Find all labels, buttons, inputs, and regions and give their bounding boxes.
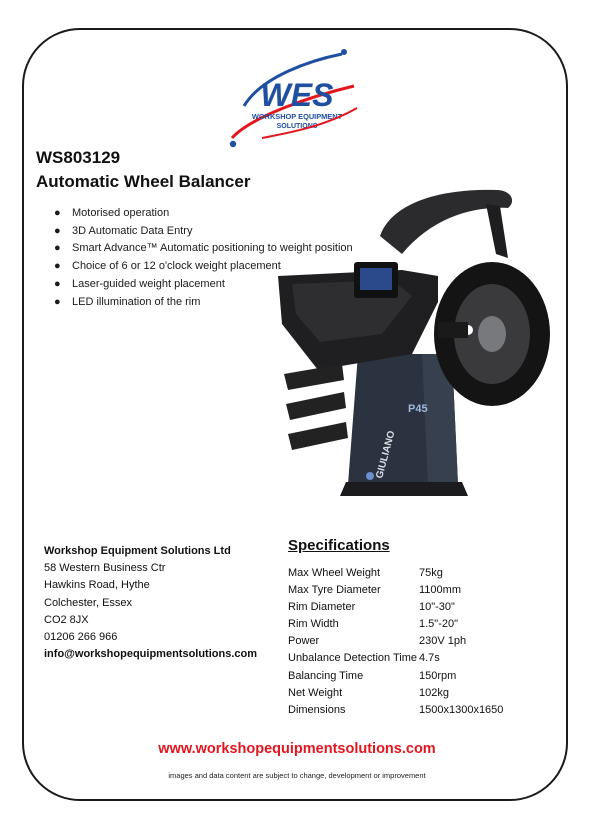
spec-label: Rim Diameter bbox=[288, 601, 356, 614]
spec-row bbox=[288, 582, 503, 599]
wes-logo bbox=[222, 46, 372, 154]
feature-item: ● Laser-guided weight placement bbox=[52, 276, 353, 294]
spec-row bbox=[288, 668, 503, 685]
spec-label: Unbalance Detection Time bbox=[288, 652, 418, 665]
contact-block bbox=[44, 543, 257, 663]
bullet-icon: ● bbox=[54, 277, 61, 290]
address-line: Hawkins Road, Hythe bbox=[44, 579, 150, 592]
specifications-heading: Specifications bbox=[288, 537, 390, 554]
bullet-icon: ● bbox=[54, 242, 61, 255]
spec-label: Power bbox=[288, 635, 320, 648]
email-address: info@workshopequipmentsolutions.com bbox=[44, 648, 258, 661]
machine-badge: P45 bbox=[408, 403, 428, 415]
spec-label: Net Weight bbox=[288, 686, 343, 699]
spec-row bbox=[288, 633, 503, 650]
spec-label: Rim Width bbox=[288, 618, 339, 631]
bullet-icon: ● bbox=[54, 224, 61, 237]
spec-row bbox=[288, 616, 503, 633]
spec-value: 102kg bbox=[419, 686, 449, 699]
spec-value: 230V 1ph bbox=[419, 635, 467, 648]
feature-item: ● 3D Automatic Data Entry bbox=[52, 223, 353, 241]
wheel-balancer-image bbox=[262, 184, 562, 500]
spec-label: Balancing Time bbox=[288, 669, 364, 682]
product-code: WS803129 bbox=[36, 148, 121, 167]
spec-label: Dimensions bbox=[288, 703, 346, 716]
spec-row bbox=[288, 650, 503, 667]
spec-value: 1500x1300x1650 bbox=[419, 703, 504, 716]
spec-value: 75kg bbox=[419, 567, 443, 579]
address-line: Colchester, Essex bbox=[44, 596, 133, 609]
logo-line1: WORKSHOP EQUIPMENT bbox=[251, 112, 343, 121]
spec-label: Max Tyre Diameter bbox=[288, 584, 381, 597]
bullet-icon: ● bbox=[54, 207, 61, 219]
logo-line2: SOLUTIONS bbox=[276, 123, 318, 130]
spec-value: 1.5"-20" bbox=[419, 618, 458, 631]
company-name: Workshop Equipment Solutions Ltd bbox=[44, 545, 231, 557]
feature-item: ● Choice of 6 or 12 o'clock weight placement bbox=[52, 258, 353, 276]
disclaimer-text: images and data content are subject to change, development or improvement bbox=[168, 771, 426, 780]
spec-row bbox=[288, 685, 503, 702]
logo-wordmark: WES bbox=[260, 77, 334, 113]
address-line: 58 Western Business Ctr bbox=[44, 562, 166, 575]
website-link[interactable]: www.workshopequipmentsolutions.com bbox=[158, 741, 436, 757]
machine-brand: GIULIANO bbox=[374, 429, 398, 480]
bullet-icon: ● bbox=[54, 260, 61, 273]
spec-value: 10"-30" bbox=[419, 601, 455, 614]
feature-item: ● Smart Advance™ Automatic positioning to weight position bbox=[52, 240, 353, 258]
product-name: Automatic Wheel Balancer bbox=[36, 172, 251, 191]
spec-value: 4.7s bbox=[419, 652, 440, 665]
spec-row bbox=[288, 599, 503, 616]
spec-row bbox=[288, 565, 503, 582]
specifications-table bbox=[288, 565, 503, 719]
spec-value: 1100mm bbox=[419, 584, 461, 597]
spec-row bbox=[288, 702, 503, 719]
phone-number: 01206 266 966 bbox=[44, 631, 118, 644]
spec-value: 150rpm bbox=[419, 669, 457, 682]
spec-label: Max Wheel Weight bbox=[288, 567, 381, 579]
postcode: CO2 8JX bbox=[44, 613, 89, 626]
feature-item: ● LED illumination of the rim bbox=[52, 294, 353, 312]
feature-item: ● Motorised operation bbox=[52, 205, 353, 223]
bullet-icon: ● bbox=[54, 295, 61, 308]
